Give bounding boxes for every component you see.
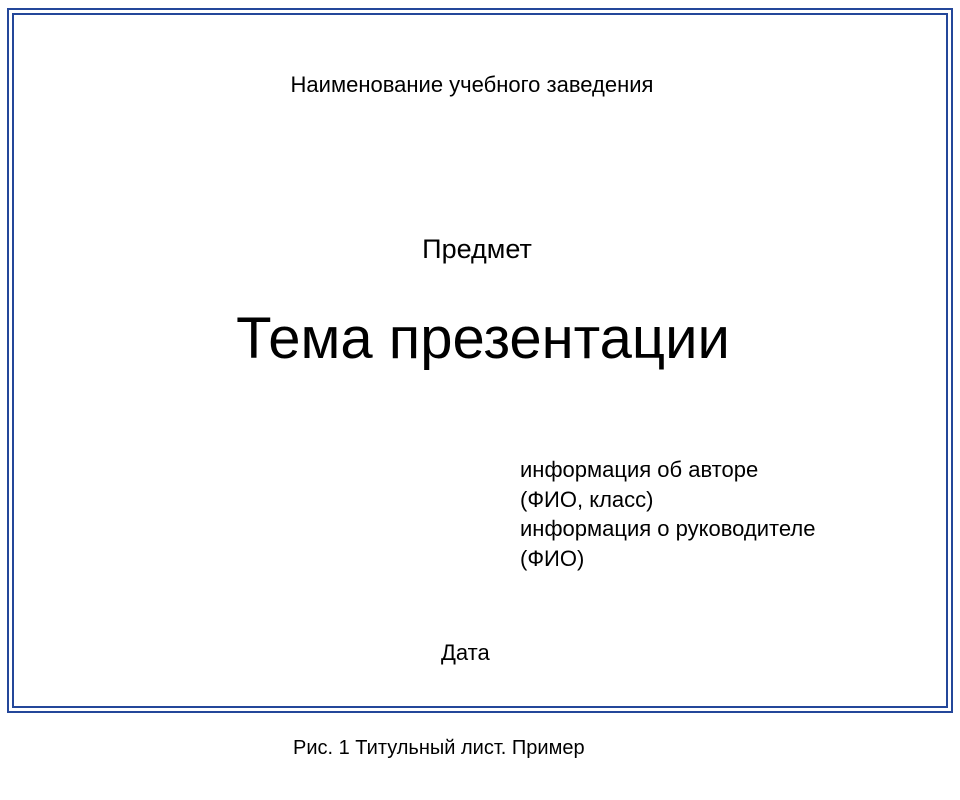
date-label: Дата (441, 640, 490, 665)
presentation-topic: Тема презентации (236, 306, 730, 371)
author-name-class-line: (ФИО, класс) (520, 486, 654, 512)
figure-caption: Рис. 1 Титульный лист. Пример (293, 737, 585, 759)
institution-name: Наименование учебного заведения (290, 72, 654, 97)
supervisor-name-line: (ФИО) (520, 545, 585, 571)
supervisor-info-line: информация о руководителе (520, 516, 816, 541)
author-info-line: информация об авторе (520, 457, 759, 482)
subject-label: Предмет (422, 234, 532, 264)
author-info-block (520, 455, 815, 573)
